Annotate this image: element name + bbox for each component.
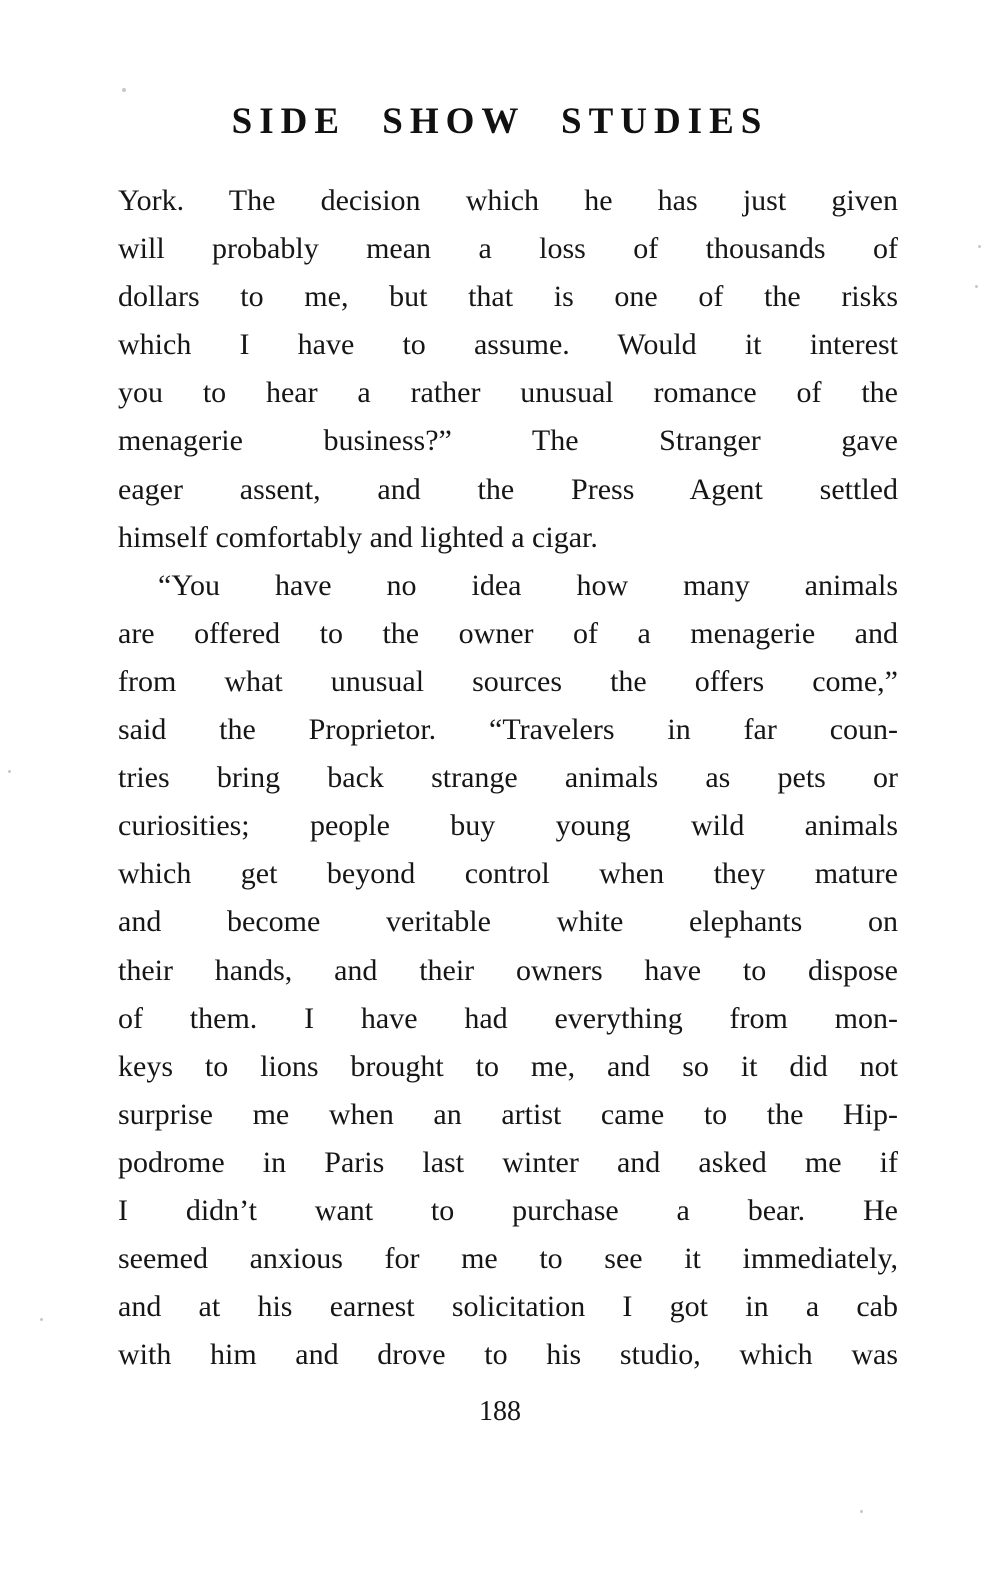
scan-speck bbox=[8, 770, 11, 773]
text-line: eager assent, and the Press Agent settled bbox=[118, 472, 898, 506]
scan-speck bbox=[975, 285, 978, 288]
text-line: which I have to assume. Would it interest bbox=[118, 328, 898, 362]
text-line: will probably mean a loss of thousands of bbox=[118, 232, 898, 266]
text-line: are offered to the owner of a menagerie and bbox=[118, 616, 898, 650]
text-line: you to hear a rather unusual romance of the bbox=[118, 376, 898, 410]
scan-speck bbox=[860, 1510, 863, 1513]
running-header: SIDE SHOW STUDIES bbox=[231, 101, 769, 142]
text-line: which get beyond control when they mature bbox=[118, 857, 898, 891]
text-line: podrome in Paris last winter and asked me if bbox=[118, 1145, 898, 1179]
text-line: tries bring back strange animals as pets or bbox=[118, 761, 898, 795]
text-line: said the Proprietor. “Travelers in far coun- bbox=[118, 713, 898, 747]
text-line: with him and drove to his studio, which was bbox=[118, 1338, 898, 1372]
text-line: of them. I have had everything from mon- bbox=[118, 1001, 898, 1035]
scan-speck bbox=[40, 1318, 43, 1321]
text-line: seemed anxious for me to see it immediately, bbox=[118, 1242, 898, 1276]
text-line: and at his earnest solicitation I got in a cab bbox=[118, 1290, 898, 1324]
text-line: menagerie business?” The Stranger gave bbox=[118, 424, 898, 458]
scan-speck bbox=[978, 245, 981, 248]
text-line: from what unusual sources the offers come,” bbox=[118, 664, 898, 698]
scan-speck bbox=[122, 88, 126, 92]
text-line: surprise me when an artist came to the Hip- bbox=[118, 1097, 898, 1131]
text-line: their hands, and their owners have to dispose bbox=[118, 953, 898, 987]
text-line: I didn’t want to purchase a bear. He bbox=[118, 1193, 898, 1227]
text-line: keys to lions brought to me, and so it did not bbox=[118, 1049, 898, 1083]
text-line: dollars to me, but that is one of the risks bbox=[118, 280, 898, 314]
text-line: curiosities; people buy young wild animals bbox=[118, 809, 898, 843]
body-text-block bbox=[118, 177, 898, 1379]
text-line: himself comfortably and lighted a cigar. bbox=[118, 520, 598, 554]
page-number: 188 bbox=[479, 1396, 521, 1427]
text-line: “You have no idea how many animals bbox=[158, 568, 898, 602]
text-line: and become veritable white elephants on bbox=[118, 905, 898, 939]
text-line: York. The decision which he has just given bbox=[118, 184, 898, 217]
